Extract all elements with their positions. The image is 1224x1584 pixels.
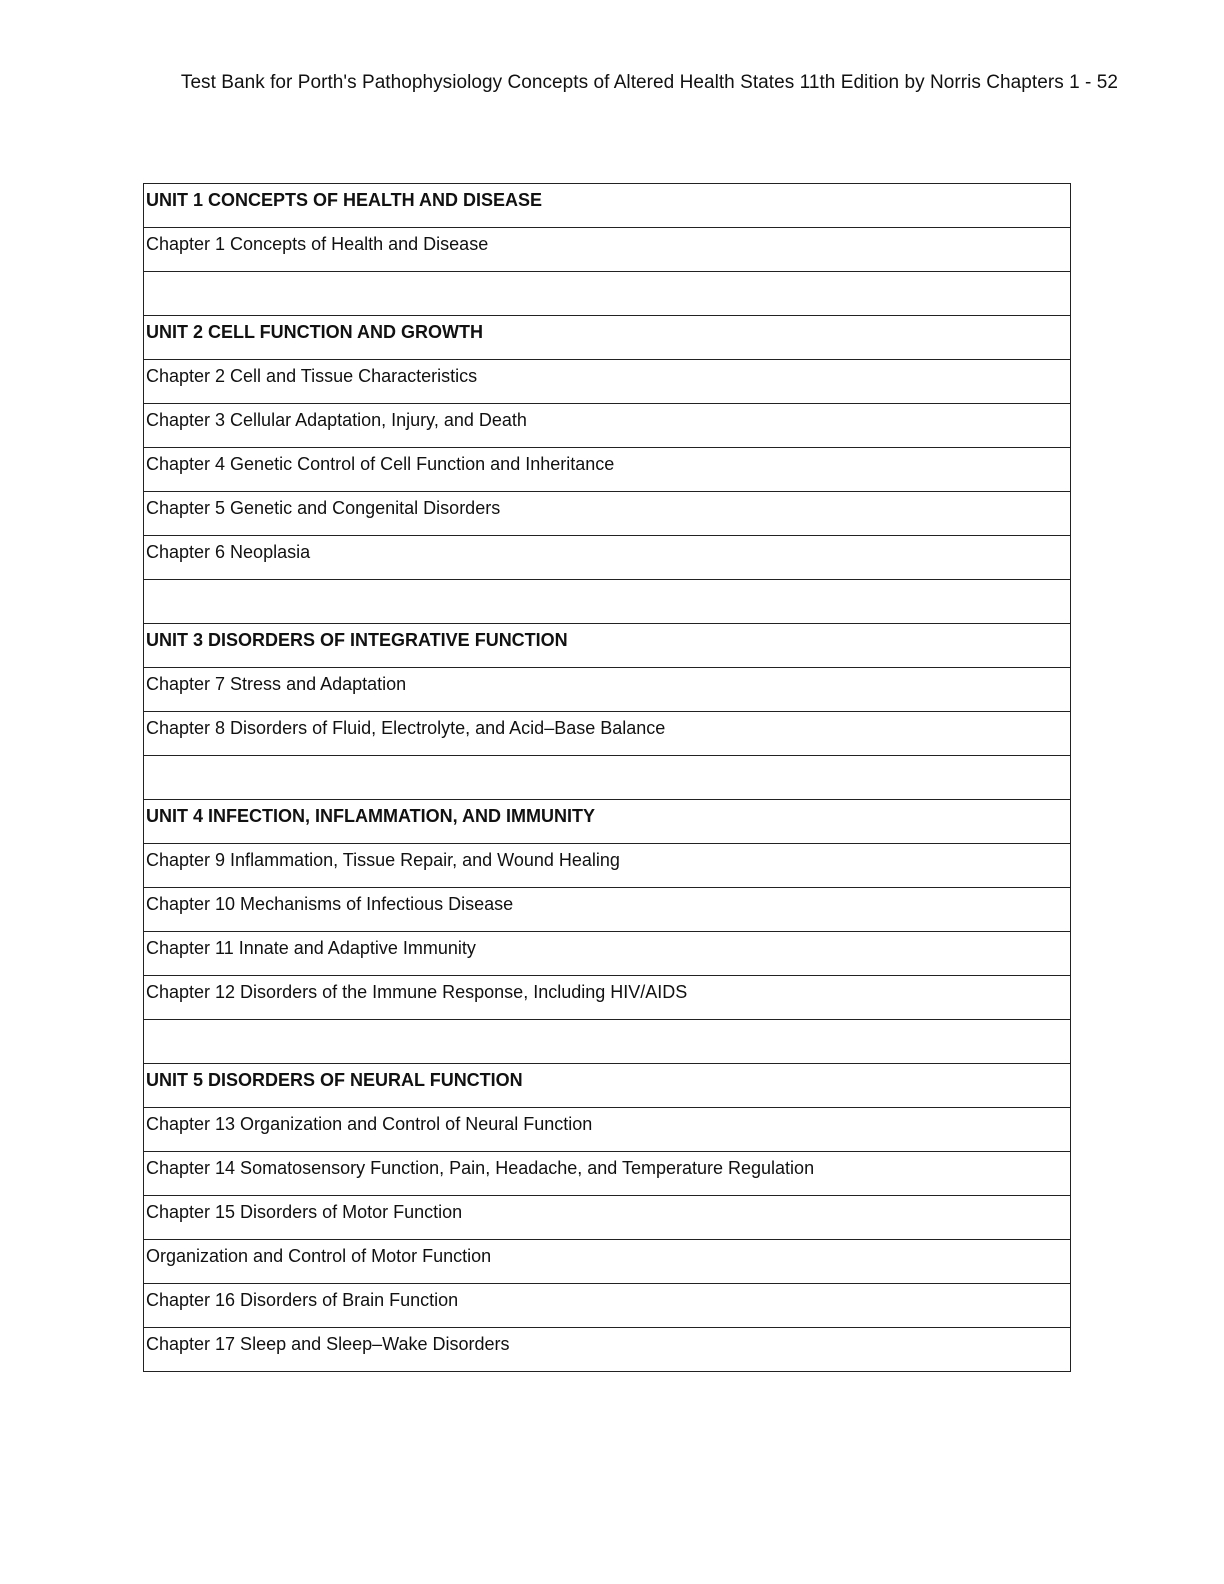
- chapter-title: Chapter 7 Stress and Adaptation: [146, 674, 407, 694]
- blank-cell: [144, 1020, 1071, 1064]
- chapter-row: [144, 448, 1071, 492]
- unit-cell: [144, 800, 1071, 844]
- chapter-title: Chapter 17 Sleep and Sleep–Wake Disorders: [146, 1334, 510, 1354]
- blank-text: [146, 272, 1070, 274]
- unit-title: UNIT 3 DISORDERS OF INTEGRATIVE FUNCTION: [146, 630, 568, 650]
- chapter-cell: [144, 932, 1071, 976]
- chapter-row: [144, 668, 1071, 712]
- chapter-row: [144, 1196, 1071, 1240]
- chapter-row: [144, 1152, 1071, 1196]
- chapter-cell: [144, 844, 1071, 888]
- chapter-title: Chapter 6 Neoplasia: [146, 542, 311, 562]
- unit-row: [144, 800, 1071, 844]
- chapter-row: [144, 1108, 1071, 1152]
- unit-cell: [144, 1064, 1071, 1108]
- chapter-title: Chapter 12 Disorders of the Immune Response, Including HIV/AIDS: [146, 982, 688, 1002]
- chapter-row: [144, 404, 1071, 448]
- unit-row: [144, 1064, 1071, 1108]
- chapter-row: [144, 1328, 1071, 1372]
- chapter-title: Organization and Control of Motor Function: [146, 1246, 492, 1266]
- chapter-cell: [144, 1108, 1071, 1152]
- unit-row: [144, 624, 1071, 668]
- chapter-title: Chapter 1 Concepts of Health and Disease: [146, 234, 489, 254]
- unit-title: UNIT 2 CELL FUNCTION AND GROWTH: [146, 322, 483, 342]
- chapter-row: [144, 844, 1071, 888]
- chapter-row: [144, 1284, 1071, 1328]
- chapter-row: [144, 888, 1071, 932]
- chapter-cell: [144, 976, 1071, 1020]
- chapter-cell: [144, 448, 1071, 492]
- chapter-cell: [144, 492, 1071, 536]
- chapter-cell: [144, 888, 1071, 932]
- chapter-title: Chapter 3 Cellular Adaptation, Injury, and Death: [146, 410, 527, 430]
- chapter-title: Chapter 9 Inflammation, Tissue Repair, and Wound Healing: [146, 850, 620, 870]
- blank-text: [146, 580, 1070, 582]
- chapter-title: Chapter 5 Genetic and Congenital Disorders: [146, 498, 501, 518]
- chapter-cell: [144, 1240, 1071, 1284]
- blank-cell: [144, 272, 1071, 316]
- chapter-row: [144, 360, 1071, 404]
- chapter-row: [144, 932, 1071, 976]
- chapter-row: [144, 976, 1071, 1020]
- chapter-title: Chapter 14 Somatosensory Function, Pain, Headache, and Temperature Regulation: [146, 1158, 815, 1178]
- page-header: Test Bank for Porth's Pathophysiology Concepts of Altered Health States 11th Edition by Norris Chapters 1 - 52: [180, 72, 1118, 93]
- blank-row: [144, 580, 1071, 624]
- chapter-title: Chapter 2 Cell and Tissue Characteristics: [146, 366, 478, 386]
- chapter-title: Chapter 15 Disorders of Motor Function: [146, 1202, 463, 1222]
- chapter-title: Chapter 4 Genetic Control of Cell Function and Inheritance: [146, 454, 615, 474]
- unit-title: UNIT 1 CONCEPTS OF HEALTH AND DISEASE: [146, 190, 543, 210]
- chapter-cell: [144, 1152, 1071, 1196]
- blank-cell: [144, 580, 1071, 624]
- table-of-contents: [143, 183, 1071, 1372]
- blank-text: [146, 1020, 1070, 1022]
- chapter-cell: [144, 360, 1071, 404]
- unit-title: UNIT 5 DISORDERS OF NEURAL FUNCTION: [146, 1070, 523, 1090]
- unit-row: [144, 316, 1071, 360]
- toc-body: [144, 184, 1071, 1372]
- blank-cell: [144, 756, 1071, 800]
- blank-row: [144, 756, 1071, 800]
- blank-text: [146, 756, 1070, 758]
- chapter-cell: [144, 1284, 1071, 1328]
- unit-cell: [144, 184, 1071, 228]
- unit-title: UNIT 4 INFECTION, INFLAMMATION, AND IMMUNITY: [146, 806, 595, 826]
- chapter-cell: [144, 404, 1071, 448]
- chapter-title: Chapter 11 Innate and Adaptive Immunity: [146, 938, 476, 958]
- chapter-cell: [144, 536, 1071, 580]
- chapter-cell: [144, 1328, 1071, 1372]
- unit-row: [144, 184, 1071, 228]
- chapter-title: Chapter 8 Disorders of Fluid, Electrolyte, and Acid–Base Balance: [146, 718, 666, 738]
- chapter-row: [144, 228, 1071, 272]
- chapter-row: [144, 712, 1071, 756]
- chapter-cell: [144, 228, 1071, 272]
- chapter-title: Chapter 13 Organization and Control of Neural Function: [146, 1114, 593, 1134]
- chapter-cell: [144, 1196, 1071, 1240]
- chapter-row: [144, 1240, 1071, 1284]
- chapter-title: Chapter 16 Disorders of Brain Function: [146, 1290, 459, 1310]
- unit-cell: [144, 624, 1071, 668]
- blank-row: [144, 1020, 1071, 1064]
- chapter-cell: [144, 712, 1071, 756]
- unit-cell: [144, 316, 1071, 360]
- blank-row: [144, 272, 1071, 316]
- chapter-row: [144, 536, 1071, 580]
- chapter-title: Chapter 10 Mechanisms of Infectious Disease: [146, 894, 514, 914]
- chapter-row: [144, 492, 1071, 536]
- chapter-cell: [144, 668, 1071, 712]
